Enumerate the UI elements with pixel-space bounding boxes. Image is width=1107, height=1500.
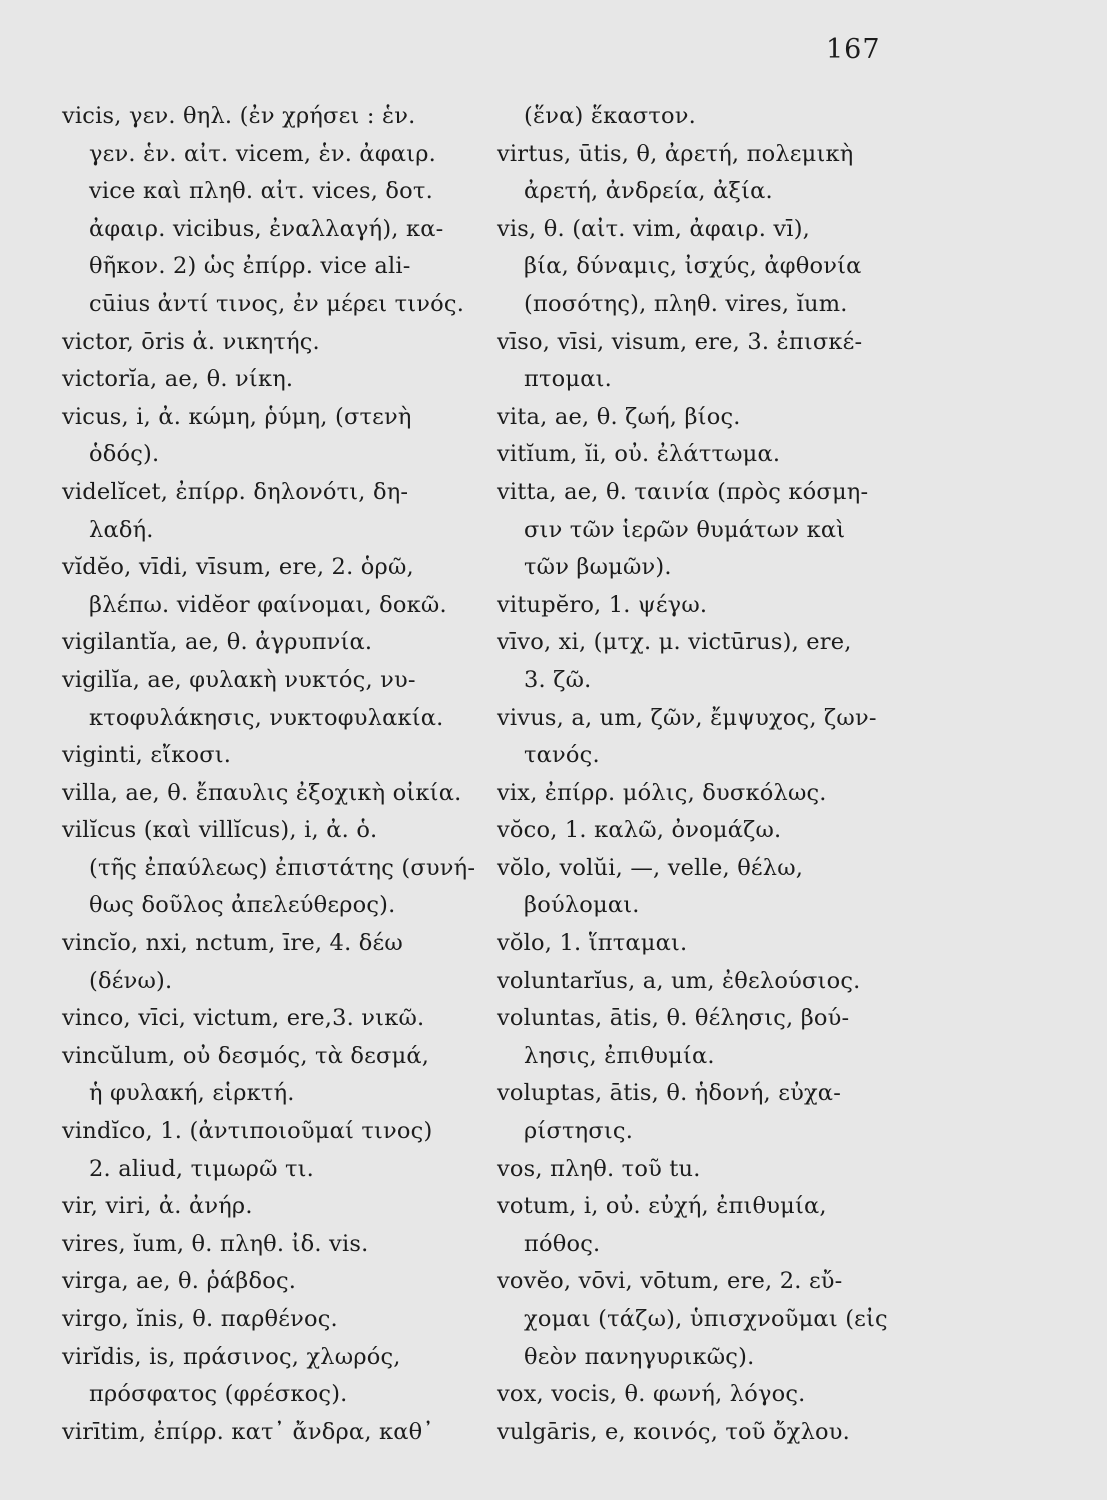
- entry-continuation-line: πόθος.: [524, 1230, 601, 1257]
- entry-headword-line: vincŭlum, οὐ δεσμός, τὰ δεσμά,: [62, 1042, 430, 1069]
- entry-headword-line: vix, ἐπίρρ. μόλις, δυσκόλως.: [497, 779, 827, 806]
- entry-continuation-line: κτοφυλάκησις, νυκτοφυλακία.: [89, 704, 444, 731]
- entry-headword-line: vigilĭa, ae, φυλακὴ νυκτός, νυ-: [62, 666, 416, 693]
- entry-continuation-line: τανός.: [524, 742, 600, 769]
- entry-continuation-line: βία, δύναμις, ἰσχύς, ἀφθονία: [524, 253, 862, 280]
- entry-headword-line: vitupĕro, 1. ψέγω.: [497, 591, 708, 618]
- entry-headword-line: virĭdis, is, πράσινος, χλωρός,: [62, 1343, 401, 1370]
- entry-headword-line: vicis, γεν. θηλ. (ἐν χρήσει : ἑν.: [62, 103, 416, 129]
- entry-continuation-line: ἀρετή, ἀνδρεία, ἀξία.: [524, 178, 773, 205]
- entry-headword-line: vīso, vīsi, visum, ere, 3. ἐπισκέ-: [497, 328, 863, 355]
- entry-headword-line: vivus, a, um, ζῶν, ἔμψυχος, ζων-: [497, 704, 877, 731]
- entry-continuation-line: χομαι (τάζω), ὑπισχνοῦμαι (εἰς: [524, 1306, 888, 1332]
- entry-continuation-line: (ποσότης), πληθ. vires, ĭum.: [524, 290, 848, 317]
- entry-headword-line: vigilantĭa, ae, θ. ἀγρυπνία.: [62, 629, 373, 656]
- entry-headword-line: virga, ae, θ. ῥάβδος.: [62, 1268, 297, 1295]
- entry-continuation-line: βούλομαι.: [524, 892, 640, 919]
- entry-continuation-line: σιν τῶν ἱερῶν θυμάτων καὶ: [524, 516, 846, 543]
- entry-headword-line: vicus, i, ἀ. κώμη, ῥύμη, (στενὴ: [62, 403, 412, 430]
- entry-headword-line: vitta, ae, θ. ταινία (πρὸς κόσμη-: [497, 478, 869, 505]
- entry-headword-line: vŏlo, volŭi, —, velle, θέλω,: [497, 854, 804, 881]
- entry-headword-line: vir, viri, ἀ. ἀνήρ.: [62, 1193, 253, 1220]
- entry-headword-line: vŏco, 1. καλῶ, ὀνομάζω.: [497, 817, 782, 844]
- entry-headword-line: vulgāris, e, κοινός, τοῦ ὄχλου.: [497, 1418, 851, 1445]
- entry-continuation-line: (δένω).: [89, 967, 173, 994]
- entry-continuation-line: (ἕνα) ἕκαστον.: [524, 103, 696, 129]
- entry-continuation-line: λαδή.: [89, 516, 154, 543]
- entry-headword-line: vĭdĕo, vīdi, vīsum, ere, 2. ὁρῶ,: [62, 554, 414, 581]
- left-column: [62, 98, 476, 1451]
- entry-continuation-line: ἡ φυλακή, εἱρκτή.: [89, 1080, 295, 1107]
- entry-continuation-line: ὁδός).: [89, 441, 160, 468]
- entry-headword-line: virtus, ūtis, θ, ἀρετή, πολεμικὴ: [497, 140, 854, 167]
- entry-continuation-line: 2. aliud, τιμωρῶ τι.: [89, 1155, 315, 1182]
- entry-headword-line: vŏlo, 1. ἵπταμαι.: [497, 930, 688, 957]
- entry-headword-line: vis, θ. (αἰτ. vim, ἀφαιρ. vī),: [497, 215, 811, 242]
- entry-headword-line: votum, i, οὐ. εὐχή, ἐπιθυμία,: [497, 1193, 827, 1220]
- entry-headword-line: voluntarĭus, a, um, ἐθελούσιος.: [497, 967, 861, 994]
- entry-continuation-line: τῶν βωμῶν).: [524, 554, 672, 581]
- entry-headword-line: villa, ae, θ. ἔπαυλις ἐξοχικὴ οἰκία.: [62, 779, 462, 806]
- entry-headword-line: viginti, εἴκοσι.: [62, 742, 232, 769]
- entry-continuation-line: θῆκον. 2) ὡς ἐπίρρ. vice ali-: [89, 253, 411, 280]
- right-column: [497, 98, 905, 1451]
- entry-headword-line: virītim, ἐπίρρ. κατ᾽ ἄνδρα, καθ᾽: [62, 1418, 434, 1445]
- page-number: 167: [826, 34, 881, 65]
- entry-continuation-line: cūius ἀντί τινος, ἐν μέρει τινός.: [89, 290, 465, 317]
- entry-continuation-line: θως δοῦλος ἀπελεύθερος).: [89, 892, 396, 919]
- entry-continuation-line: γεν. ἑν. αἰτ. vicem, ἑν. ἀφαιρ.: [89, 140, 436, 167]
- entry-continuation-line: vice καὶ πληθ. αἰτ. vices, δοτ.: [89, 178, 433, 205]
- entry-headword-line: vita, ae, θ. ζωή, βίος.: [497, 403, 741, 430]
- entry-continuation-line: θεὸν πανηγυρικῶς).: [524, 1343, 755, 1370]
- entry-continuation-line: πρόσφατος (φρέσκος).: [89, 1381, 348, 1408]
- entry-headword-line: victor, ōris ἀ. νικητής.: [62, 328, 320, 355]
- entry-headword-line: vindĭco, 1. (ἀντιποιοῦμαί τινος): [62, 1118, 433, 1145]
- entry-headword-line: voluntas, ātis, θ. θέλησις, βού-: [497, 1005, 850, 1032]
- entry-continuation-line: λησις, ἐπιθυμία.: [524, 1042, 715, 1069]
- entry-headword-line: vincĭo, nxi, nctum, īre, 4. δέω: [62, 930, 403, 957]
- entry-headword-line: vilĭcus (καὶ villĭcus), i, ἀ. ὁ.: [62, 817, 378, 844]
- entry-continuation-line: 3. ζῶ.: [524, 666, 592, 693]
- entry-headword-line: vires, ĭum, θ. πληθ. ἰδ. vis.: [62, 1230, 369, 1257]
- entry-continuation-line: (τῆς ἐπαύλεως) ἐπιστάτης (συνή-: [89, 854, 476, 881]
- entry-continuation-line: πτομαι.: [524, 366, 612, 393]
- entry-continuation-line: ἀφαιρ. vicibus, ἐναλλαγή), κα-: [89, 215, 444, 242]
- entry-headword-line: vovĕo, vōvi, vōtum, ere, 2. εὔ-: [497, 1268, 843, 1295]
- entry-headword-line: videlĭcet, ἐπίρρ. δηλονότι, δη-: [62, 478, 409, 505]
- entry-headword-line: voluptas, ātis, θ. ἡδονή, εὐχα-: [497, 1080, 842, 1107]
- entry-headword-line: vinco, vīci, victum, ere,3. νικῶ.: [62, 1005, 425, 1032]
- entry-headword-line: virgo, ĭnis, θ. παρθένος.: [62, 1306, 338, 1332]
- entry-continuation-line: βλέπω. vidĕor φαίνομαι, δοκῶ.: [89, 591, 447, 618]
- entry-headword-line: vīvo, xi, (μτχ. μ. victūrus), ere,: [497, 629, 852, 656]
- entry-headword-line: vos, πληθ. τοῦ tu.: [497, 1155, 701, 1182]
- entry-headword-line: vitĭum, ĭi, οὐ. ἐλάττωμα.: [497, 441, 781, 468]
- entry-headword-line: victorĭa, ae, θ. νίκη.: [62, 366, 294, 393]
- entry-headword-line: vox, vocis, θ. φωνή, λόγος.: [497, 1381, 806, 1408]
- entry-continuation-line: ρίστησις.: [524, 1118, 634, 1145]
